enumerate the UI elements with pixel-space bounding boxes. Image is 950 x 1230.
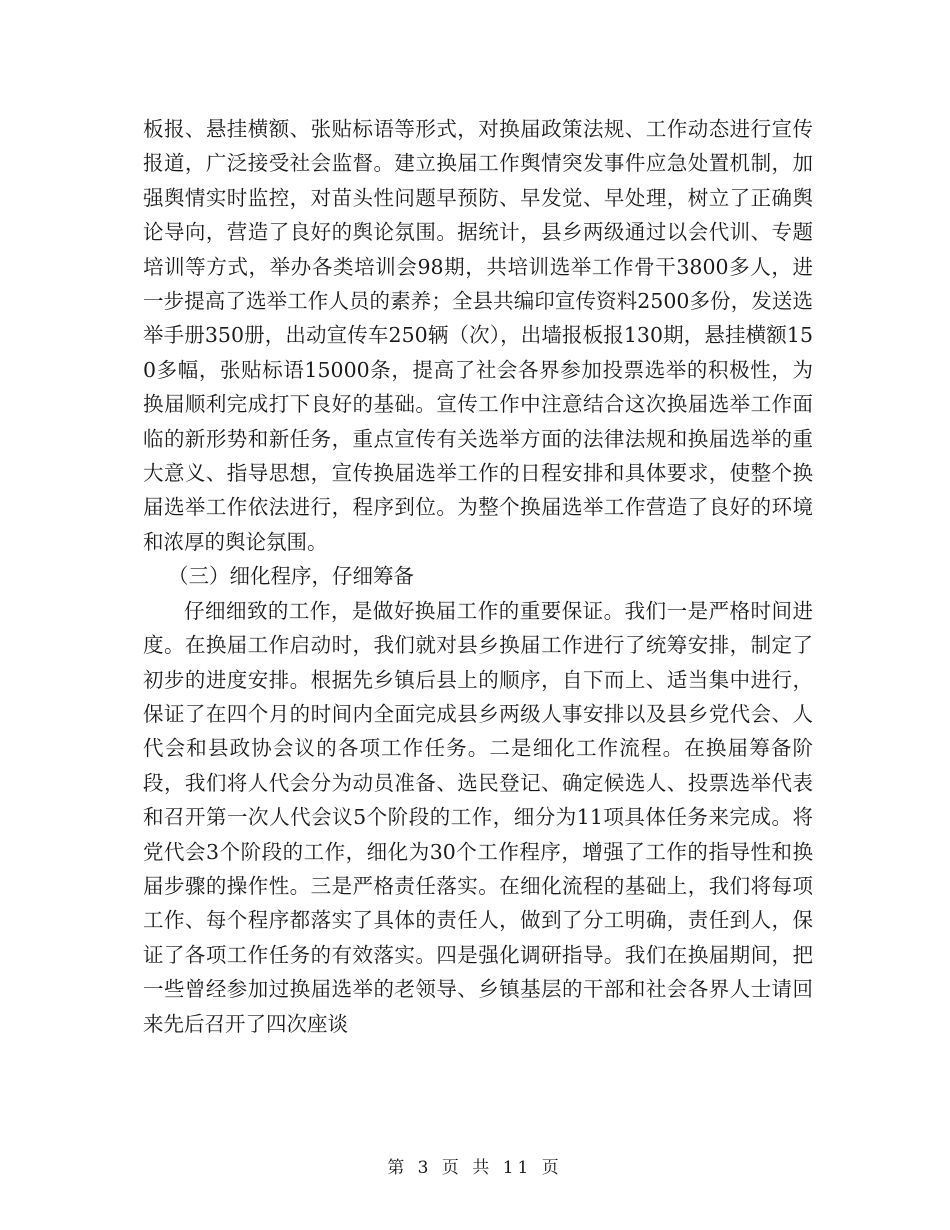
document-body [143,112,813,1041]
paragraph-continuation: 板报、悬挂横额、张贴标语等形式，对换届政策法规、工作动态进行宣传报道，广泛接受社会监督。建立换届工作舆情突发事件应急处置机制，加强舆情实时监控，对苗头性问题早预防、早发觉、早处理，树立了正确舆论导向，营造了良好的舆论氛围。据统计，县乡两级通过以会代训、专题培训等方式，举办各类培训会98期，共培训选举工作骨干3800多人，进一步提高了选举工作人员的素养；全县共编印宣传资料2500多份，发送选举手册350册，出动宣传车250辆（次），出墙报板报130期，悬挂横额150多幅，张贴标语15000条，提高了社会各界参加投票选举的积极性，为换届顺利完成打下良好的基础。宣传工作中注意结合这次换届选举工作面临的新形势和新任务，重点宣传有关选举方面的法律法规和换届选举的重大意义、指导思想，宣传换届选举工作的日程安排和具体要求，使整个换届选举工作依法进行，程序到位。为整个换届选举工作营造了良好的环境和浓厚的舆论氛围。 [143,117,813,554]
paragraph-procedures: 仔细细致的工作，是做好换届工作的重要保证。我们一是严格时间进度。在换届工作启动时，我们就对县乡换届工作进行了统筹安排，制定了初步的进度安排。根据先乡镇后县上的顺序，自下而上、适当集中进行，保证了在四个月的时间内全面完成县乡两级人事安排以及县乡党代会、人代会和县政协会议的各项工作任务。二是细化工作流程。在换届筹备阶段，我们将人代会分为动员准备、选民登记、确定候选人、投票选举代表和召开第一次人代会议5个阶段的工作，细分为11项具体任务来完成。将党代会3个阶段的工作，细化为30个工作程序，增强了工作的指导性和换届步骤的操作性。三是严格责任落实。在细化流程的基础上，我们将每项工作、每个程序都落实了具体的责任人，做到了分工明确，责任到人，保证了各项工作任务的有效落实。四是强化调研指导。我们在换届期间，把一些曾经参加过换届选举的老领导、乡镇基层的干部和社会各界人士请回来先后召开了四次座谈 [143,598,813,1036]
section-heading: （三）细化程序，仔细筹备 [168,564,414,589]
page-footer: 第 3 页 共 11 页 [387,1158,563,1178]
